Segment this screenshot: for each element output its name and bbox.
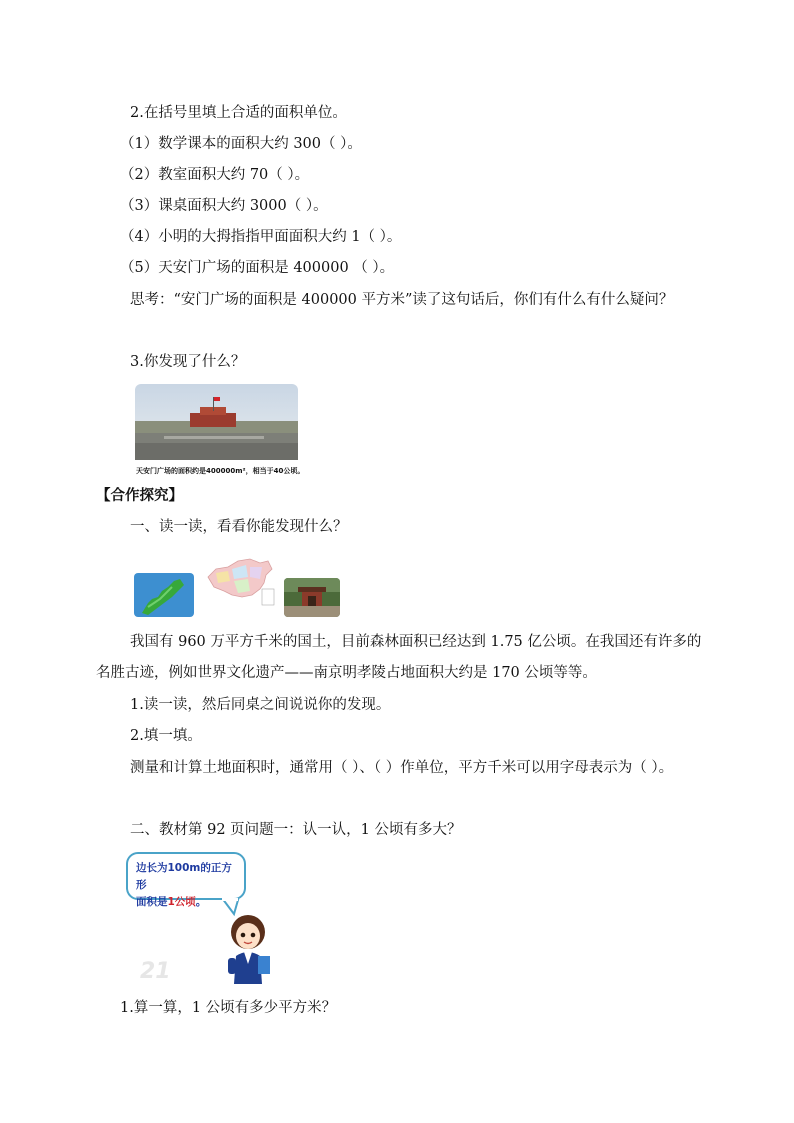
svg-text:21: 21 — [140, 959, 171, 984]
bubble-text-2c: 。 — [195, 896, 207, 908]
part-1-title: 一、读一读，看看你能发现什么？ — [130, 519, 348, 535]
tiananmen-square-photo — [134, 383, 299, 478]
task-2-fill: 2.填一填。 — [130, 728, 202, 744]
bubble-text-1b: 100m — [167, 862, 201, 874]
teacher-cartoon-icon — [126, 898, 276, 986]
question-2-item-3: （3）课桌面积大约 3000（ ）。 — [120, 198, 328, 214]
question-2-item-2: （2）教室面积大约 70（ ）。 — [120, 167, 310, 183]
question-2-item-4: （4）小明的大拇指指甲面面积大约 1（ ）。 — [120, 229, 402, 245]
bubble-text-1a: 边长为 — [136, 862, 168, 874]
tiananmen-photo-caption: 天安门广场的面积约是400000m²，相当于40公顷。 — [136, 467, 305, 475]
task-1-read: 1.读一读，然后同桌之间说说你的发现。 — [130, 697, 391, 713]
bubble-text-1c: 的正方形 — [136, 862, 232, 891]
part-2-title: 二、教材第 92 页问题一：认一认，1 公顷有多大？ — [130, 822, 462, 838]
ming-tomb-photo — [284, 578, 340, 617]
calc-question: 1.算一算，1 公顷有多少平方米？ — [120, 1000, 337, 1016]
think-paragraph: 思考：“安门广场的面积是 400000 平方米”读了这句话后，你们有什么有什么疑问？ — [130, 292, 674, 308]
bubble-text-2b: 1公顷 — [167, 896, 196, 908]
question-2-item-1: （1）数学课本的面积大约 300（ ）。 — [120, 136, 362, 152]
question-2-title: 2.在括号里填上合适的面积单位。 — [130, 105, 347, 121]
fill-in-sentence: 测量和计算土地面积时，通常用（ ）、（ ）作单位，平方千米可以用字母表示为（ ）。 — [130, 760, 674, 776]
section-heading-cooperative-inquiry: 【合作探究】 — [96, 488, 183, 504]
forest-area-paragraph: 我国有 960 万平方千米的国土，目前森林面积已经达到 1.75 亿公顷。在我国还有许多的名胜古迹，例如世界文化遗产——南京明孝陵占地面积大约是 170 公顷等等。 — [96, 634, 702, 681]
china-map-image — [202, 555, 278, 613]
bubble-text-2a: 面积是 — [136, 896, 168, 908]
forest-map-image — [134, 573, 194, 617]
question-2-item-5: （5）天安门广场的面积是 400000 （ ）。 — [120, 260, 395, 276]
speech-bubble — [126, 852, 246, 908]
question-3-title: 3.你发现了什么？ — [130, 354, 246, 370]
